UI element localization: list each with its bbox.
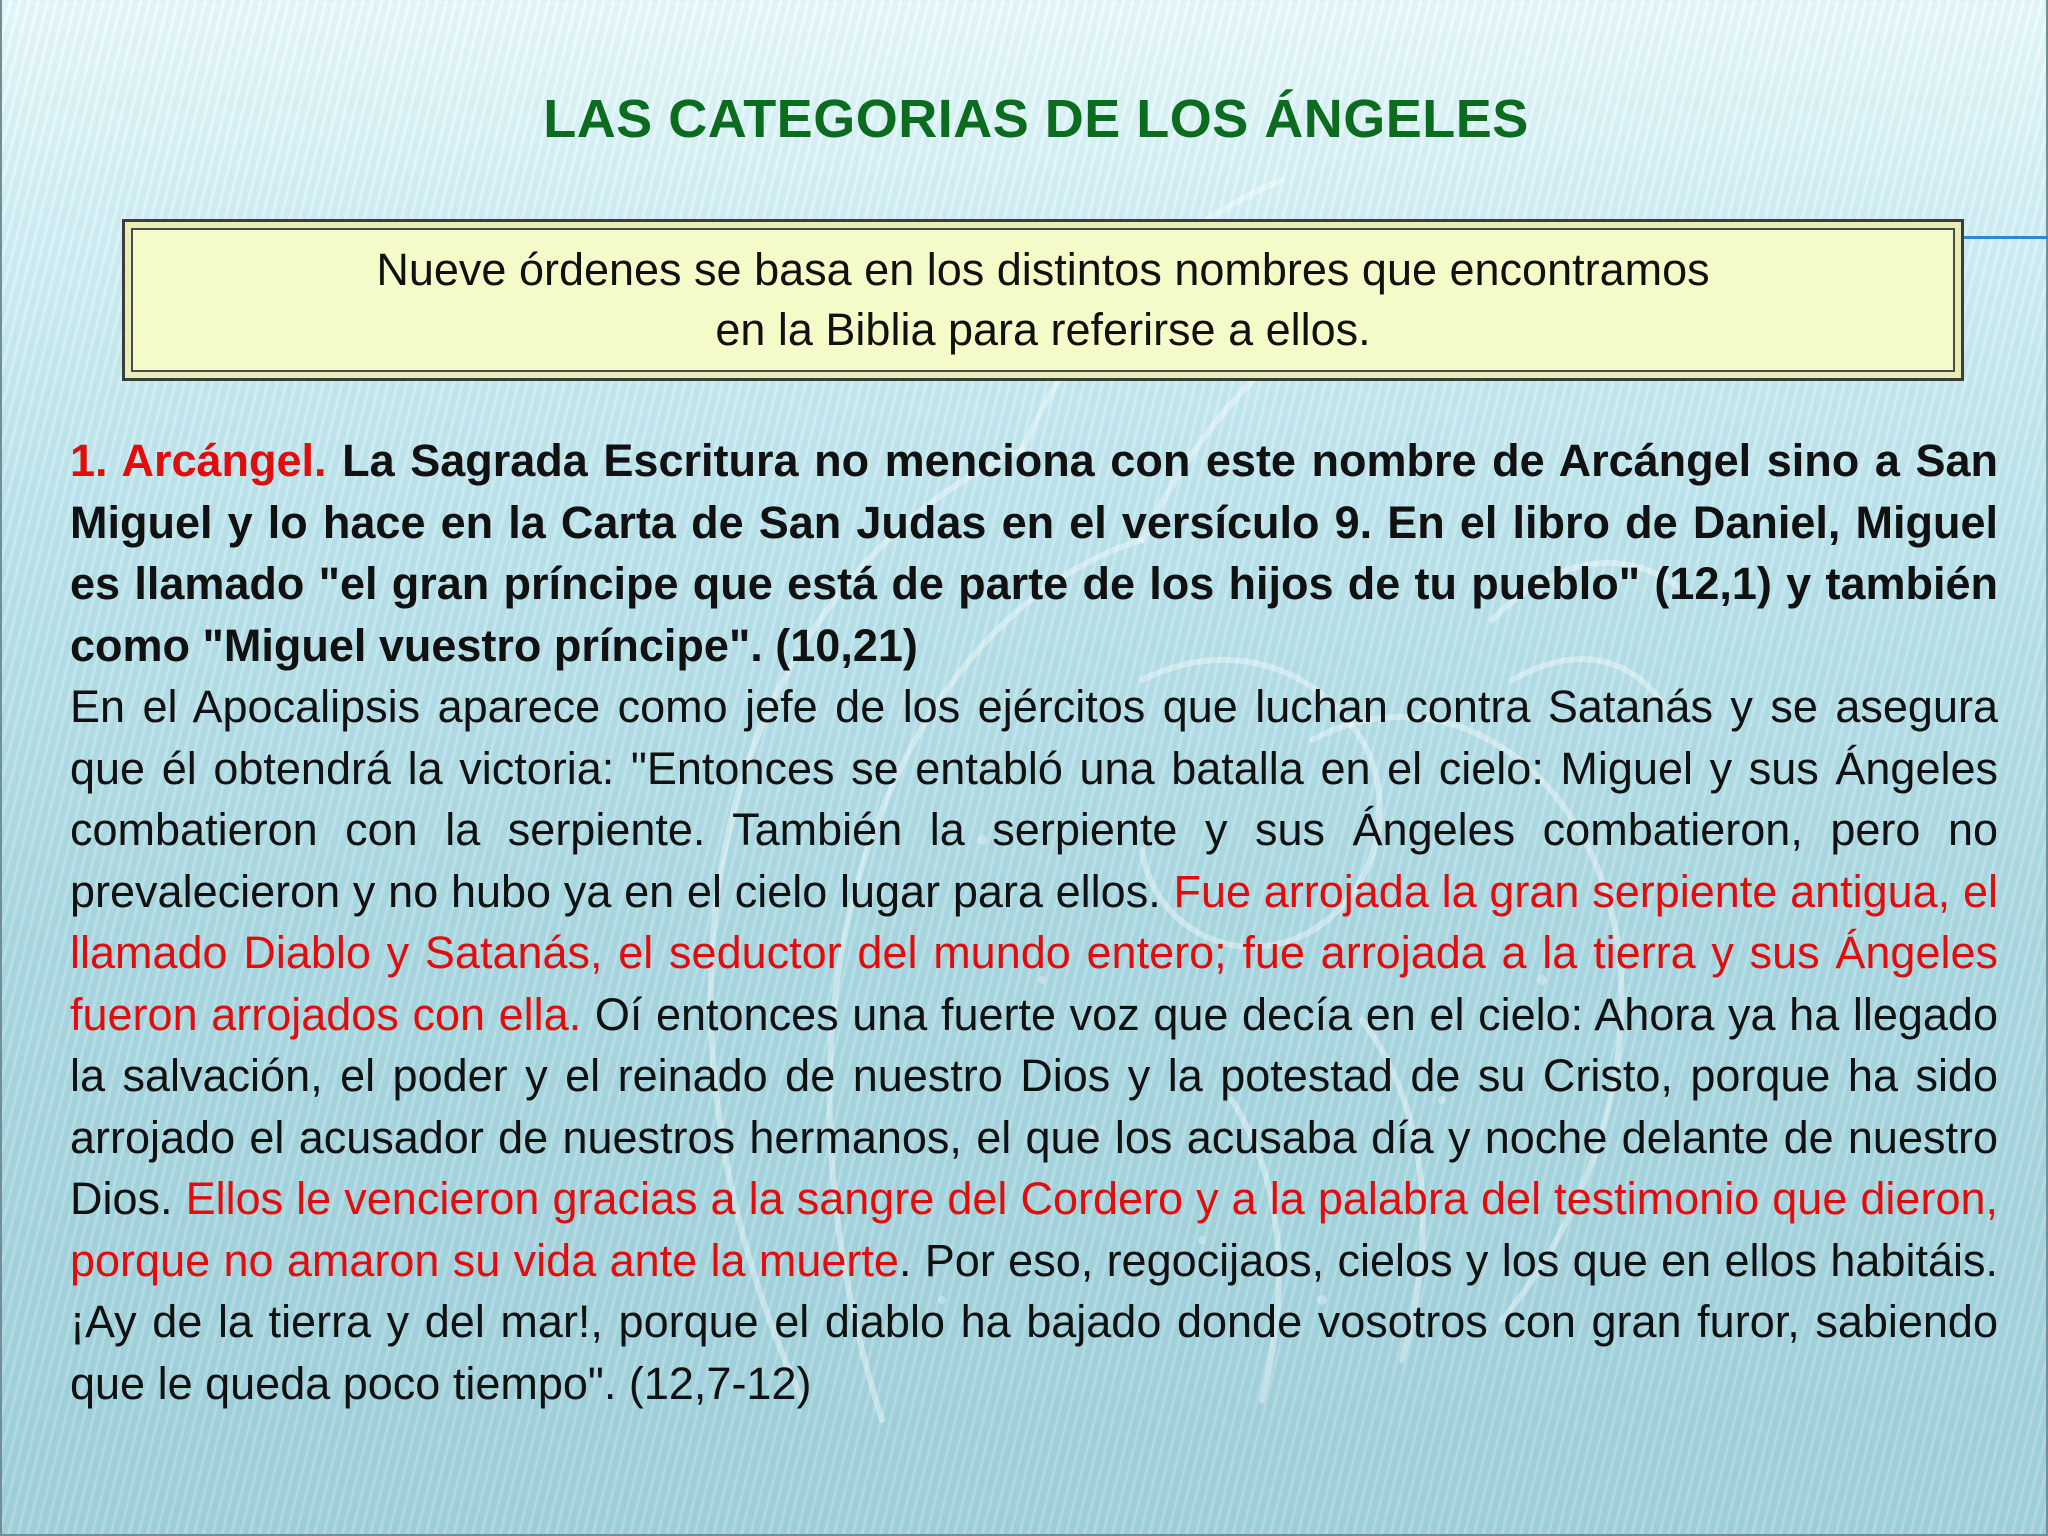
red-quote-1: Fue arrojada la gran serpiente antigua, el llamado Diablo y Satanás, el seductor del mundo entero; fue arrojada a la tierra y sus Ángeles fueron arrojados con ella. — [70, 865, 1998, 1040]
subtitle-text — [376, 240, 1709, 360]
accent-line — [1958, 236, 2048, 239]
subtitle-line-2: en la Biblia para referirse a ellos. — [715, 304, 1371, 355]
body-text-3: . Por eso, regocijaos, cielos y los que en ellos habitáis. ¡Ay de la tierra y del mar!, porque el diablo ha bajado donde vosotros con gran furor, sabiendo que le queda poco tiempo". (12,7-12) — [70, 1234, 1998, 1409]
item-heading: 1. Arcángel. — [70, 435, 327, 486]
body-paragraph — [70, 430, 1998, 1414]
subtitle-box — [122, 219, 1964, 381]
subtitle-line-1: Nueve órdenes se basa en los distintos nombres que encontramos — [376, 244, 1710, 295]
body-text-2: Oí entonces una fuerte voz que decía en el cielo: Ahora ya ha llegado la salvación, el poder y el reinado de nuestro Dios y la potestad de su Cristo, porque ha sido arrojado el acusador de nuestros hermanos, el que los acusaba día y noche delante de nuestro Dios. — [70, 988, 1998, 1224]
bold-intro-text: La Sagrada Escritura no menciona con este nombre de Arcángel sino a San Miguel y lo hace en la Carta de San Judas en el versículo 9. En el libro de Daniel, Miguel es llamado "el gran príncipe que está de parte de los hijos de tu pueblo" (12,1) y también como "Miguel vuestro príncipe". (10,21) — [70, 435, 1998, 671]
body-text-1: En el Apocalipsis aparece como jefe de los ejércitos que luchan contra Satanás y se asegura que él obtendrá la victoria: "Entonces se entabló una batalla en el cielo: Miguel y sus Ángeles combatieron con la serpiente. También la serpiente y sus Ángeles combatieron, pero no prevalecieron y no hubo ya en el cielo lugar para ellos. — [70, 681, 1998, 917]
red-quote-2: Ellos le vencieron gracias a la sangre del Cordero y a la palabra del testimonio que dieron, porque no amaron su vida ante la muerte — [70, 1173, 1998, 1286]
slide-title: LAS CATEGORIAS DE LOS ÁNGELES — [543, 89, 1529, 149]
